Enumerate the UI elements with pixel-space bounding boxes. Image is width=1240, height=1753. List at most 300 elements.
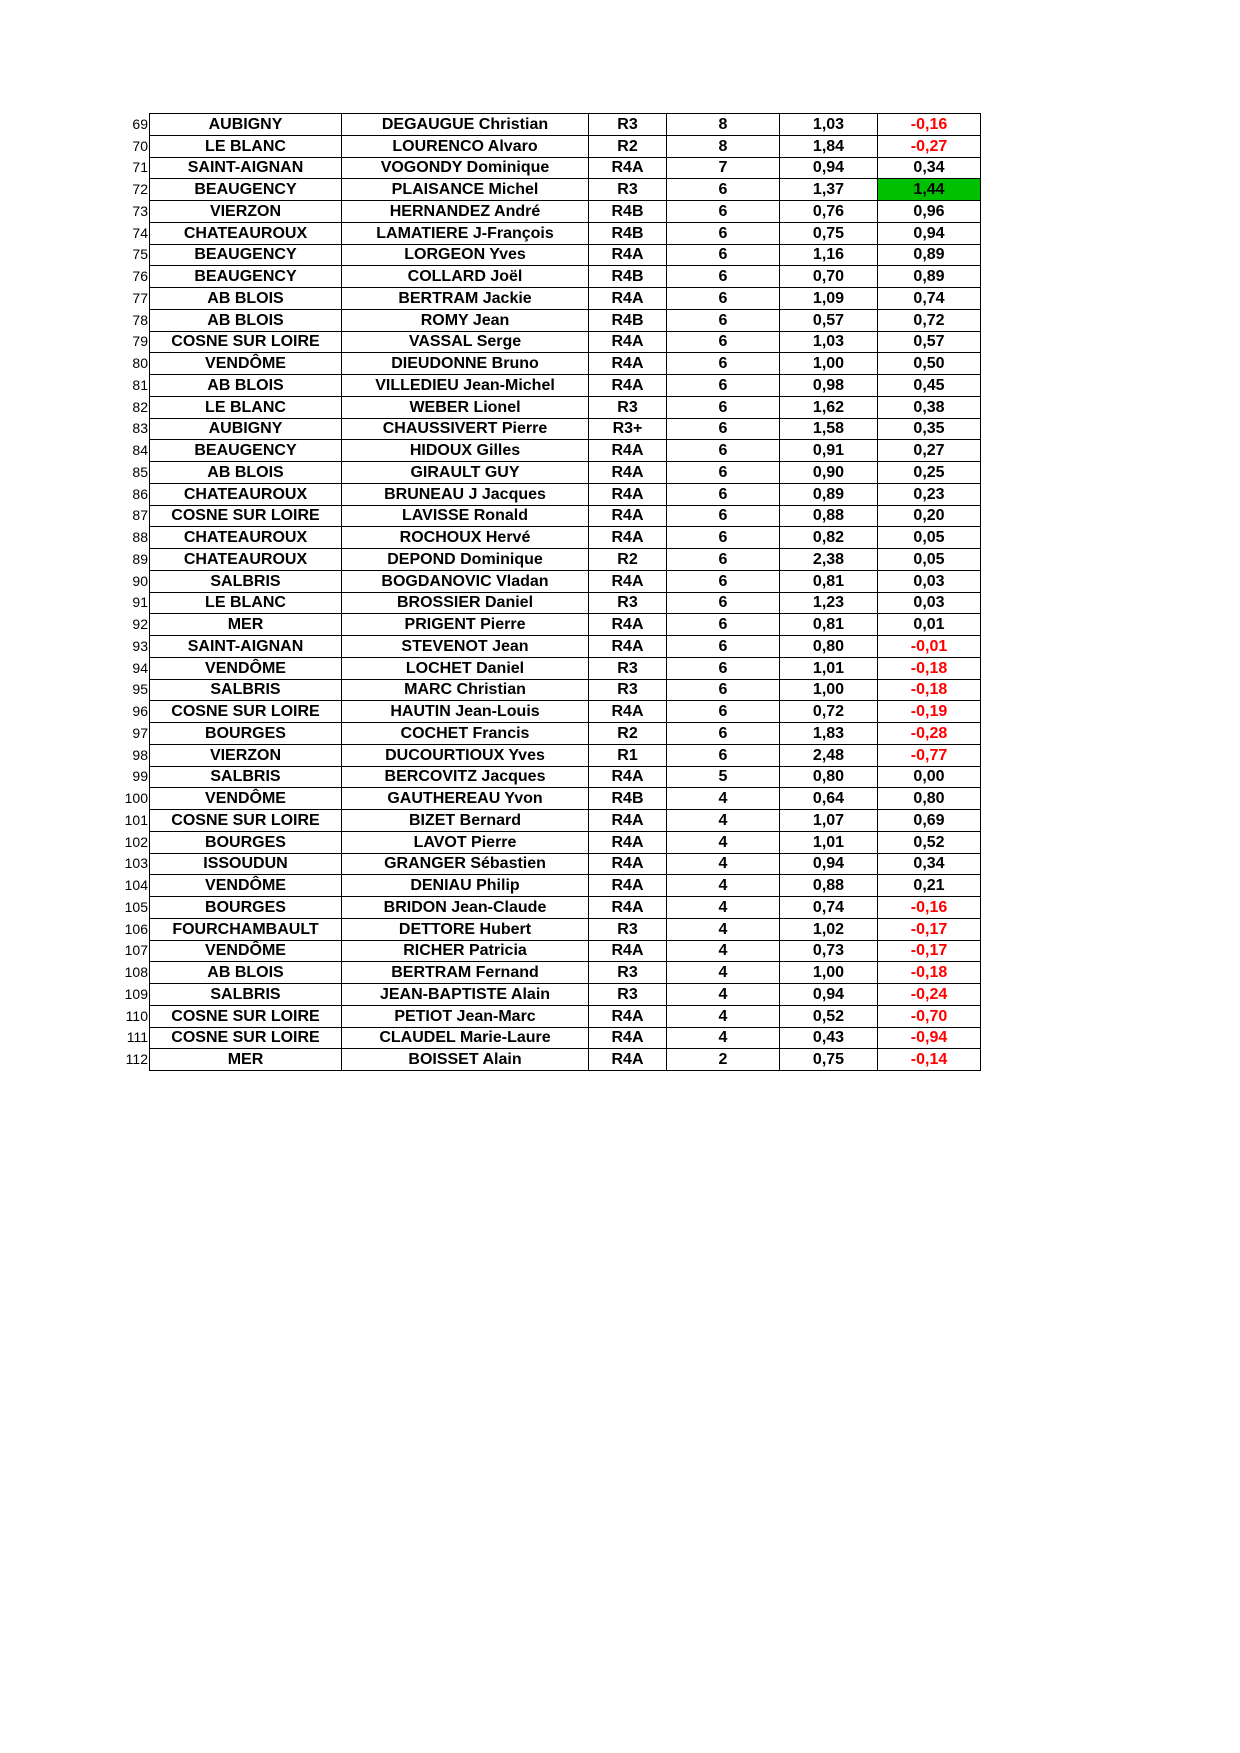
player-name-cell: HERNANDEZ André [342,201,589,223]
table-row [118,679,981,701]
points-cell: 6 [667,701,780,723]
club-cell: VENDÔME [150,353,342,375]
club-cell: COSNE SUR LOIRE [150,1027,342,1049]
row-number: 99 [132,768,148,785]
difference-cell: 0,57 [878,331,981,353]
average-cell: 0,57 [780,309,878,331]
difference-cell: -0,18 [878,679,981,701]
club-cell: AUBIGNY [150,114,342,136]
class-cell: R3 [589,657,667,679]
table-row [118,810,981,832]
points-cell: 4 [667,1005,780,1027]
average-cell: 0,90 [780,462,878,484]
difference-cell: 0,03 [878,570,981,592]
club-cell: VIERZON [150,201,342,223]
player-name-cell: CHAUSSIVERT Pierre [342,418,589,440]
player-name-cell: RICHER Patricia [342,940,589,962]
club-cell: VENDÔME [150,788,342,810]
table-row [118,962,981,984]
class-cell: R4A [589,1005,667,1027]
row-number: 82 [132,398,148,415]
average-cell: 0,88 [780,875,878,897]
club-cell: VENDÔME [150,940,342,962]
ranking-table-body [118,114,981,1071]
points-cell: 4 [667,962,780,984]
difference-cell: 0,01 [878,614,981,636]
points-cell: 8 [667,135,780,157]
table-row [118,1027,981,1049]
difference-cell: -0,18 [878,657,981,679]
player-name-cell: GIRAULT GUY [342,462,589,484]
row-number: 111 [126,1029,148,1046]
row-number: 78 [132,311,148,328]
average-cell: 1,01 [780,831,878,853]
class-cell: R4A [589,483,667,505]
player-name-cell: COCHET Francis [342,723,589,745]
class-cell: R3 [589,962,667,984]
points-cell: 6 [667,440,780,462]
class-cell: R2 [589,723,667,745]
class-cell: R4A [589,853,667,875]
row-number: 110 [125,1007,148,1024]
club-cell: COSNE SUR LOIRE [150,1005,342,1027]
player-name-cell: ROMY Jean [342,309,589,331]
class-cell: R4B [589,266,667,288]
row-number: 81 [132,376,148,393]
row-number: 108 [124,964,148,981]
club-cell: CHATEAUROUX [150,222,342,244]
club-cell: SALBRIS [150,679,342,701]
player-name-cell: LORGEON Yves [342,244,589,266]
player-name-cell: STEVENOT Jean [342,636,589,658]
club-cell: AUBIGNY [150,418,342,440]
table-row [118,636,981,658]
player-name-cell: DEPOND Dominique [342,549,589,571]
table-row [118,266,981,288]
row-number: 101 [124,811,148,828]
average-cell: 1,37 [780,179,878,201]
player-name-cell: LOURENCO Alvaro [342,135,589,157]
class-cell: R4A [589,614,667,636]
average-cell: 1,00 [780,679,878,701]
table-row [118,114,981,136]
player-name-cell: COLLARD Joël [342,266,589,288]
points-cell: 6 [667,222,780,244]
player-name-cell: BERTRAM Fernand [342,962,589,984]
table-row [118,179,981,201]
table-row [118,201,981,223]
average-cell: 1,09 [780,288,878,310]
player-name-cell: LAVISSE Ronald [342,505,589,527]
difference-cell: 0,38 [878,396,981,418]
class-cell: R4A [589,570,667,592]
difference-cell: 0,25 [878,462,981,484]
average-cell: 0,70 [780,266,878,288]
class-cell: R4A [589,1027,667,1049]
table-row [118,897,981,919]
table-row [118,1005,981,1027]
points-cell: 4 [667,940,780,962]
club-cell: LE BLANC [150,396,342,418]
player-name-cell: PRIGENT Pierre [342,614,589,636]
average-cell: 1,00 [780,353,878,375]
row-number: 85 [132,463,148,480]
average-cell: 0,91 [780,440,878,462]
club-cell: CHATEAUROUX [150,527,342,549]
points-cell: 6 [667,353,780,375]
table-row [118,723,981,745]
row-number: 109 [124,985,148,1002]
club-cell: FOURCHAMBAULT [150,918,342,940]
club-cell: AB BLOIS [150,962,342,984]
table-row [118,244,981,266]
row-number: 71 [132,159,148,176]
difference-cell: 0,94 [878,222,981,244]
difference-cell: -0,14 [878,1049,981,1071]
player-name-cell: LOCHET Daniel [342,657,589,679]
row-number: 96 [132,703,148,720]
class-cell: R4A [589,1049,667,1071]
average-cell: 0,76 [780,201,878,223]
points-cell: 4 [667,853,780,875]
class-cell: R4A [589,244,667,266]
points-cell: 6 [667,679,780,701]
table-row [118,788,981,810]
club-cell: MER [150,1049,342,1071]
average-cell: 0,52 [780,1005,878,1027]
club-cell: SALBRIS [150,570,342,592]
table-row [118,984,981,1006]
difference-cell: -0,27 [878,135,981,157]
difference-cell: -0,19 [878,701,981,723]
points-cell: 6 [667,657,780,679]
player-name-cell: DENIAU Philip [342,875,589,897]
average-cell: 1,58 [780,418,878,440]
table-row [118,701,981,723]
average-cell: 1,07 [780,810,878,832]
points-cell: 6 [667,723,780,745]
difference-cell: 0,89 [878,244,981,266]
points-cell: 6 [667,179,780,201]
difference-cell: 0,52 [878,831,981,853]
player-name-cell: DETTORE Hubert [342,918,589,940]
difference-cell: -0,70 [878,1005,981,1027]
table-row [118,744,981,766]
club-cell: BOURGES [150,897,342,919]
class-cell: R2 [589,549,667,571]
class-cell: R3 [589,179,667,201]
player-name-cell: BIZET Bernard [342,810,589,832]
player-name-cell: VASSAL Serge [342,331,589,353]
row-number: 84 [132,442,148,459]
average-cell: 0,94 [780,157,878,179]
difference-cell: 0,74 [878,288,981,310]
player-name-cell: BERTRAM Jackie [342,288,589,310]
difference-cell: -0,17 [878,940,981,962]
difference-cell: -0,17 [878,918,981,940]
table-row [118,135,981,157]
points-cell: 6 [667,570,780,592]
player-name-cell: HAUTIN Jean-Louis [342,701,589,723]
table-row [118,592,981,614]
player-name-cell: HIDOUX Gilles [342,440,589,462]
class-cell: R3 [589,984,667,1006]
class-cell: R3 [589,918,667,940]
average-cell: 1,23 [780,592,878,614]
row-number: 87 [132,507,148,524]
player-name-cell: DIEUDONNE Bruno [342,353,589,375]
row-number: 107 [124,942,148,959]
row-number: 106 [124,920,148,937]
row-number: 77 [132,289,148,306]
club-cell: AB BLOIS [150,462,342,484]
table-row [118,940,981,962]
difference-cell: 0,23 [878,483,981,505]
class-cell: R4A [589,440,667,462]
class-cell: R4A [589,940,667,962]
club-cell: BOURGES [150,723,342,745]
difference-cell: -0,01 [878,636,981,658]
points-cell: 6 [667,266,780,288]
points-cell: 6 [667,331,780,353]
table-row [118,1049,981,1071]
player-name-cell: BOISSET Alain [342,1049,589,1071]
row-number: 100 [124,790,148,807]
class-cell: R3 [589,679,667,701]
points-cell: 6 [667,375,780,397]
class-cell: R4B [589,201,667,223]
points-cell: 6 [667,396,780,418]
player-name-cell: ROCHOUX Hervé [342,527,589,549]
points-cell: 6 [667,462,780,484]
player-name-cell: BOGDANOVIC Vladan [342,570,589,592]
average-cell: 0,75 [780,1049,878,1071]
player-name-cell: BRUNEAU J Jacques [342,483,589,505]
club-cell: VIERZON [150,744,342,766]
club-cell: COSNE SUR LOIRE [150,331,342,353]
difference-cell: 0,05 [878,527,981,549]
row-number: 93 [132,637,148,654]
row-number: 97 [132,724,148,741]
points-cell: 6 [667,527,780,549]
average-cell: 0,80 [780,766,878,788]
average-cell: 2,48 [780,744,878,766]
class-cell: R4A [589,505,667,527]
average-cell: 1,02 [780,918,878,940]
points-cell: 6 [667,614,780,636]
class-cell: R4A [589,831,667,853]
class-cell: R4A [589,897,667,919]
table-row [118,375,981,397]
row-number: 70 [132,137,148,154]
class-cell: R4A [589,375,667,397]
points-cell: 6 [667,201,780,223]
average-cell: 2,38 [780,549,878,571]
average-cell: 1,84 [780,135,878,157]
average-cell: 1,16 [780,244,878,266]
difference-cell: 0,96 [878,201,981,223]
difference-cell: 0,00 [878,766,981,788]
player-name-cell: PLAISANCE Michel [342,179,589,201]
table-row [118,549,981,571]
difference-cell: -0,24 [878,984,981,1006]
class-cell: R4A [589,331,667,353]
points-cell: 6 [667,418,780,440]
points-cell: 4 [667,810,780,832]
average-cell: 0,81 [780,614,878,636]
table-row [118,853,981,875]
row-number: 80 [132,355,148,372]
row-number: 102 [124,833,148,850]
class-cell: R4A [589,810,667,832]
difference-cell: -0,16 [878,897,981,919]
row-number: 86 [132,485,148,502]
class-cell: R4A [589,527,667,549]
difference-cell: -0,28 [878,723,981,745]
club-cell: COSNE SUR LOIRE [150,505,342,527]
difference-cell: 0,35 [878,418,981,440]
points-cell: 6 [667,592,780,614]
class-cell: R4A [589,353,667,375]
table-row [118,331,981,353]
table-row [118,309,981,331]
row-number: 90 [132,572,148,589]
class-cell: R4A [589,288,667,310]
class-cell: R2 [589,135,667,157]
points-cell: 4 [667,897,780,919]
points-cell: 4 [667,788,780,810]
table-row [118,614,981,636]
player-name-cell: DUCOURTIOUX Yves [342,744,589,766]
table-row [118,657,981,679]
club-cell: BEAUGENCY [150,244,342,266]
average-cell: 0,88 [780,505,878,527]
club-cell: LE BLANC [150,135,342,157]
average-cell: 0,75 [780,222,878,244]
points-cell: 4 [667,875,780,897]
points-cell: 6 [667,309,780,331]
points-cell: 4 [667,984,780,1006]
table-row [118,396,981,418]
difference-cell: 0,45 [878,375,981,397]
player-name-cell: BROSSIER Daniel [342,592,589,614]
row-number: 72 [132,181,148,198]
difference-cell: 0,34 [878,853,981,875]
difference-cell: 0,72 [878,309,981,331]
points-cell: 6 [667,744,780,766]
average-cell: 0,82 [780,527,878,549]
player-name-cell: MARC Christian [342,679,589,701]
table-row [118,766,981,788]
average-cell: 0,64 [780,788,878,810]
points-cell: 6 [667,505,780,527]
difference-cell: 0,69 [878,810,981,832]
class-cell: R4B [589,309,667,331]
class-cell: R3 [589,114,667,136]
row-number: 95 [132,681,148,698]
player-name-cell: VILLEDIEU Jean-Michel [342,375,589,397]
row-number: 104 [124,877,148,894]
row-number: 94 [132,659,148,676]
points-cell: 4 [667,918,780,940]
table-row [118,918,981,940]
table-row [118,831,981,853]
club-cell: VENDÔME [150,875,342,897]
points-cell: 6 [667,483,780,505]
class-cell: R4A [589,875,667,897]
points-cell: 6 [667,244,780,266]
club-cell: VENDÔME [150,657,342,679]
row-number: 73 [132,202,148,219]
class-cell: R4A [589,636,667,658]
player-name-cell: PETIOT Jean-Marc [342,1005,589,1027]
club-cell: SAINT-AIGNAN [150,636,342,658]
player-name-cell: VOGONDY Dominique [342,157,589,179]
difference-cell: 0,89 [878,266,981,288]
table-row [118,418,981,440]
row-number: 69 [132,115,148,132]
club-cell: MER [150,614,342,636]
difference-cell: 0,80 [878,788,981,810]
difference-cell: 0,05 [878,549,981,571]
class-cell: R4A [589,766,667,788]
row-number: 103 [124,855,148,872]
club-cell: CHATEAUROUX [150,549,342,571]
row-number: 79 [132,333,148,350]
player-name-cell: BRIDON Jean-Claude [342,897,589,919]
club-cell: BEAUGENCY [150,179,342,201]
club-cell: BEAUGENCY [150,266,342,288]
average-cell: 0,74 [780,897,878,919]
row-number: 74 [132,224,148,241]
average-cell: 0,43 [780,1027,878,1049]
points-cell: 8 [667,114,780,136]
average-cell: 1,03 [780,331,878,353]
points-cell: 6 [667,288,780,310]
class-cell: R3 [589,592,667,614]
table-row [118,440,981,462]
row-number: 83 [132,420,148,437]
points-cell: 2 [667,1049,780,1071]
club-cell: COSNE SUR LOIRE [150,810,342,832]
club-cell: LE BLANC [150,592,342,614]
class-cell: R3 [589,396,667,418]
average-cell: 0,94 [780,853,878,875]
average-cell: 1,01 [780,657,878,679]
player-name-cell: JEAN-BAPTISTE Alain [342,984,589,1006]
ranking-table [118,113,981,1071]
table-row [118,353,981,375]
average-cell: 0,80 [780,636,878,658]
row-number: 105 [124,898,148,915]
difference-cell: 0,27 [878,440,981,462]
difference-cell: 0,20 [878,505,981,527]
row-number: 89 [132,550,148,567]
table-row [118,157,981,179]
row-number: 88 [132,529,148,546]
table-row [118,570,981,592]
club-cell: AB BLOIS [150,288,342,310]
table-row [118,505,981,527]
average-cell: 1,62 [780,396,878,418]
class-cell: R1 [589,744,667,766]
difference-cell: -0,77 [878,744,981,766]
player-name-cell: LAVOT Pierre [342,831,589,853]
club-cell: COSNE SUR LOIRE [150,701,342,723]
difference-cell: -0,18 [878,962,981,984]
average-cell: 1,03 [780,114,878,136]
club-cell: AB BLOIS [150,375,342,397]
